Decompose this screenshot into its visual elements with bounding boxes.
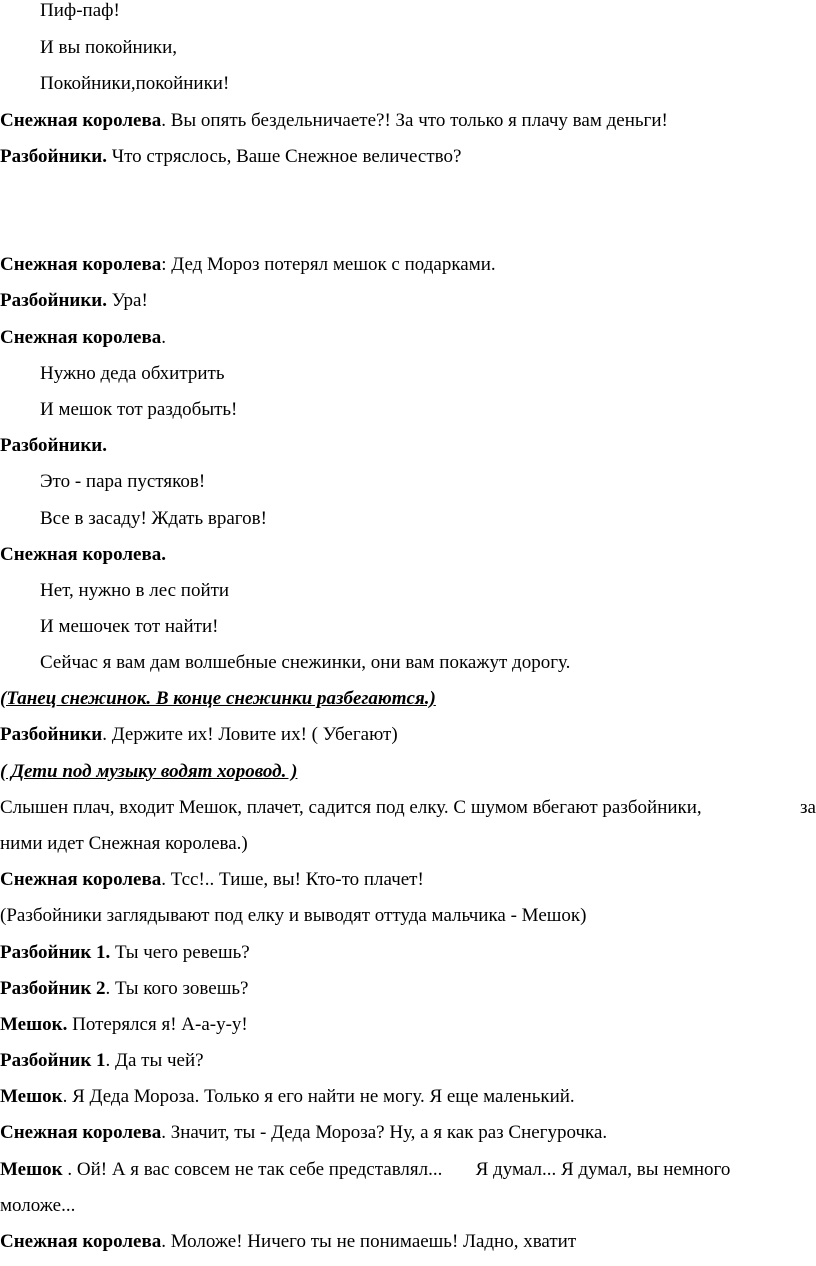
narration-tail: за	[800, 797, 816, 818]
speaker-name: Снежная королева	[0, 327, 162, 348]
narration-line: ними идет Снежная королева.)	[0, 833, 248, 854]
dialogue-line	[0, 1050, 204, 1072]
verse-line: И мешочек тот найти!	[40, 616, 219, 637]
dialogue-text: Что стряслось, Ваше Снежное величество?	[106, 146, 462, 167]
dialogue-line	[0, 1231, 576, 1253]
dialogue-continuation: моложе...	[0, 1195, 76, 1216]
dialogue-text: . Значит, ты - Деда Мороза? Ну, а я как раз Снегурочка.	[161, 1122, 608, 1143]
dialogue-text: . Вы опять бездельничаете?! За что только я плачу вам деньги!	[161, 110, 668, 131]
dialogue-line	[0, 290, 148, 312]
speaker-name: Снежная королева	[0, 110, 162, 131]
verse-line: И вы покойники,	[40, 37, 178, 58]
dialogue-text: Ура!	[106, 290, 148, 311]
dialogue-text: Потерялся я! А-а-у-у!	[67, 1014, 248, 1035]
verse-line: Сейчас я вам дам волшебные снежинки, они вам покажут дорогу.	[40, 652, 571, 673]
speaker-name: Снежная королева.	[0, 544, 166, 565]
dialogue-line	[0, 110, 668, 132]
stage-direction: (Танец снежинок. В конце снежинки разбегаются.)	[0, 688, 436, 709]
dialogue-text: . Тсс!.. Тише, вы! Кто-то плачет!	[161, 869, 424, 890]
speaker-name: Снежная королева	[0, 1231, 162, 1252]
dialogue-line	[0, 1159, 730, 1181]
speaker-name: Разбойник 1	[0, 1050, 106, 1071]
speaker-name: Разбойники.	[0, 290, 107, 311]
dialogue-line	[0, 254, 496, 276]
dialogue-line	[0, 942, 250, 964]
dialogue-line	[0, 869, 424, 891]
dialogue-text: . Ты кого зовешь?	[105, 978, 249, 999]
dialogue-text: . Моложе! Ничего ты не понимаешь! Ладно, хватит	[161, 1231, 577, 1252]
speaker-name: Разбойники.	[0, 146, 107, 167]
dialogue-line	[0, 146, 461, 168]
dialogue-line	[0, 978, 248, 1000]
speaker-name: Разбойник 1.	[0, 942, 111, 963]
speaker-name: Мешок.	[0, 1014, 68, 1035]
dialogue-line	[0, 435, 107, 457]
dialogue-text: : Дед Мороз потерял мешок с подарками.	[161, 254, 496, 275]
speaker-name: Разбойники.	[0, 435, 107, 456]
verse-line: Пиф-паф!	[40, 0, 120, 21]
speaker-name: Снежная королева	[0, 254, 162, 275]
dialogue-text: Ты чего ревешь?	[110, 942, 250, 963]
narration-text: Слышен плач, входит Мешок, плачет, садится под елку. С шумом вбегают разбойники,	[0, 797, 702, 818]
verse-line: Покойники,покойники!	[40, 73, 230, 94]
verse-line: Нужно деда обхитрить	[40, 363, 225, 384]
verse-line: И мешок тот раздобыть!	[40, 399, 238, 420]
dialogue-text: . Держите их! Ловите их! ( Убегают)	[102, 724, 398, 745]
dialogue-line	[0, 327, 166, 349]
narration-line	[0, 797, 816, 819]
narration-line: (Разбойники заглядывают под елку и выводят оттуда мальчика - Мешок)	[0, 905, 587, 926]
speaker-name: Разбойник 2	[0, 978, 106, 999]
stage-direction: ( Дети под музыку водят хоровод. )	[0, 761, 298, 782]
speaker-name: Разбойники	[0, 724, 103, 745]
dialogue-text: . Да ты чей?	[105, 1050, 204, 1071]
speaker-name: Мешок	[0, 1086, 63, 1107]
speaker-name: Мешок	[0, 1159, 63, 1180]
dialogue-line	[0, 1014, 248, 1036]
dialogue-line	[0, 724, 398, 746]
verse-line: Все в засаду! Ждать врагов!	[40, 508, 267, 529]
verse-line: Нет, нужно в лес пойти	[40, 580, 230, 601]
dialogue-text: .	[161, 327, 166, 348]
speaker-name: Снежная королева	[0, 869, 162, 890]
dialogue-text: . Ой! А я вас совсем не так себе представлял... Я думал... Я думал, вы немного	[62, 1159, 731, 1180]
dialogue-line	[0, 1086, 575, 1108]
verse-line: Это - пара пустяков!	[40, 471, 206, 492]
dialogue-line	[0, 1122, 607, 1144]
dialogue-line	[0, 544, 166, 566]
dialogue-text: . Я Деда Мороза. Только я его найти не могу. Я еще маленький.	[62, 1086, 575, 1107]
speaker-name: Снежная королева	[0, 1122, 162, 1143]
